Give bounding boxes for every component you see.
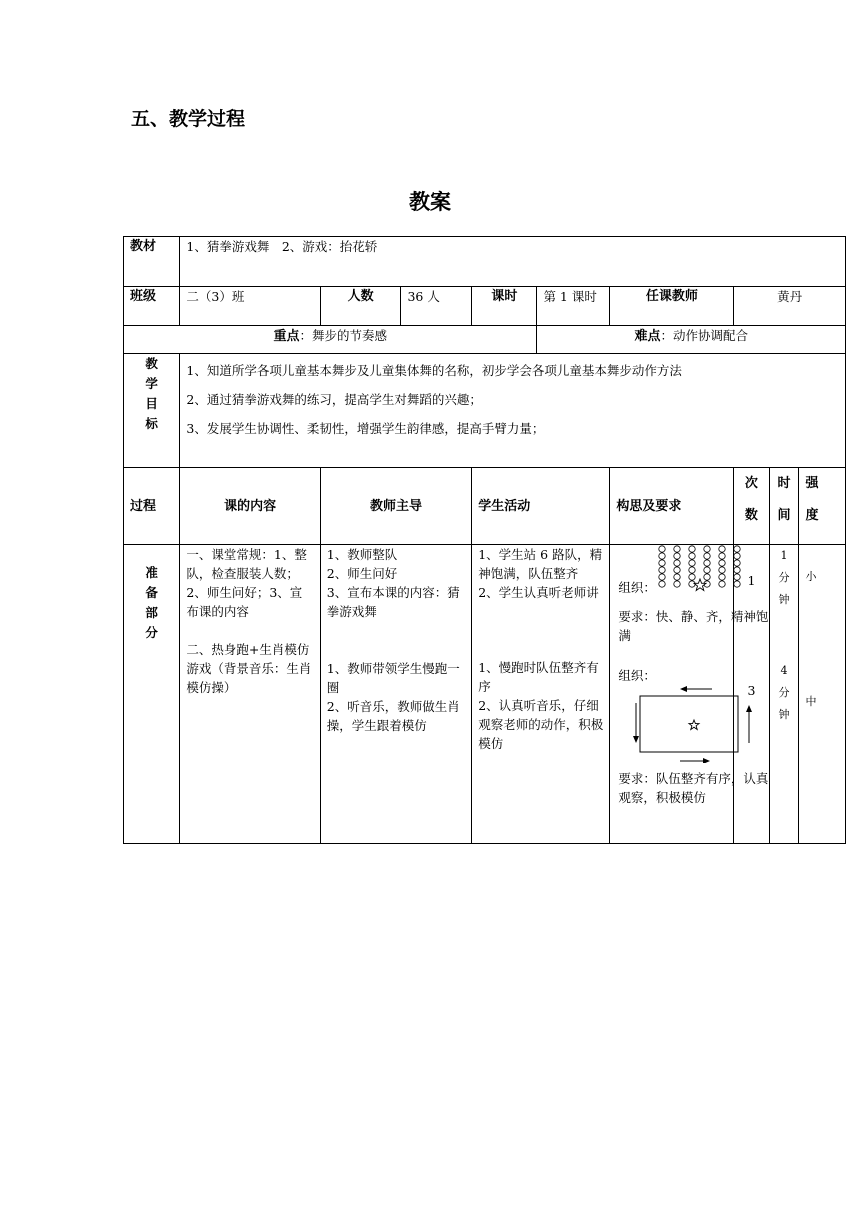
student-dot — [689, 567, 695, 573]
period-value: 第 1 课时 — [537, 287, 610, 326]
student-dot — [674, 567, 680, 573]
prep-design — [610, 545, 769, 844]
student-dot — [719, 567, 725, 573]
student-dot — [674, 546, 680, 552]
student-dot — [689, 553, 695, 559]
prep-intensity — [799, 545, 846, 844]
running-route-diagram — [630, 683, 760, 763]
prep-teacher-item: 1、教师整队 — [326, 547, 398, 562]
prep-student-item: 1、学生站 6 路队，精神饱满，队伍整齐 — [478, 547, 603, 581]
prep-label-char: 部 — [145, 605, 158, 620]
student-dot — [689, 546, 695, 552]
prep-intensity-value: 中 — [805, 695, 817, 708]
student-dot — [719, 560, 725, 566]
document-title: 教案 — [409, 190, 451, 214]
student-dot — [719, 574, 725, 580]
student-dot — [704, 553, 710, 559]
student-dot — [659, 560, 665, 566]
prep-student-item: 2、学生认真听老师讲 — [478, 585, 599, 600]
goals-label-char: 学 — [145, 376, 158, 391]
student-dot — [689, 560, 695, 566]
prep-label-char: 准 — [145, 565, 158, 580]
formation-diagram — [658, 545, 758, 591]
student-dot — [704, 546, 710, 552]
student-dot — [719, 546, 725, 552]
header-design: 构思及要求 — [610, 468, 734, 545]
prep-label-char: 备 — [145, 585, 158, 600]
header-time-char: 间 — [777, 508, 791, 523]
student-dot — [659, 574, 665, 580]
header-process: 过程 — [124, 468, 180, 545]
prep-times-value: 3 — [747, 683, 756, 698]
class-row — [124, 287, 846, 326]
difficulty-label: 难点 — [634, 329, 661, 344]
prep-teacher-item: 3、宣布本课的内容：猜拳游戏舞 — [326, 585, 460, 619]
goals-label-char: 目 — [145, 396, 158, 411]
period-label: 课时 — [472, 287, 537, 326]
header-content: 课的内容 — [180, 468, 320, 545]
prep-time-char: 钟 — [778, 708, 790, 721]
prep-student-item: 2、认真听音乐，仔细观察老师的动作，积极模仿 — [478, 698, 604, 751]
student-dot — [734, 581, 740, 587]
student-dot — [734, 560, 740, 566]
prep-label-char: 分 — [145, 625, 158, 640]
goals-label-char: 标 — [145, 416, 158, 431]
goals-content — [180, 354, 846, 468]
header-times — [734, 468, 769, 545]
org1-label: 组织： — [618, 580, 656, 595]
prep-content — [180, 545, 320, 844]
student-dot — [734, 546, 740, 552]
prep-label — [124, 545, 180, 844]
header-intensity-char: 度 — [805, 508, 819, 523]
difficulty-value: ：动作协调配合 — [660, 328, 748, 343]
student-dot — [659, 546, 665, 552]
prep-content-item: 二、热身跑+生肖模仿游戏（背景音乐：生肖模仿操） — [186, 642, 312, 695]
lesson-plan-table — [123, 236, 846, 844]
student-dot — [674, 553, 680, 559]
goals-row — [124, 354, 846, 468]
prep-time-char: 钟 — [778, 593, 790, 606]
student-dot — [734, 574, 740, 580]
prep-content-item: 一、课堂常规：1、整队，检查服装人数；2、师生问好；3、宣布课的内容 — [186, 547, 307, 619]
key-point-value: ：舞步的节奏感 — [299, 328, 387, 343]
prep-teacher-group — [327, 545, 465, 621]
req2-text: 要求：队伍整齐有序，认真观察，积极模仿 — [618, 771, 769, 805]
prep-time-char: 分 — [778, 686, 790, 699]
student-dot — [704, 567, 710, 573]
req1-text: 要求：快、静、齐，精神饱满 — [618, 609, 769, 643]
focus-row — [124, 326, 846, 354]
student-dot — [674, 581, 680, 587]
prep-teacher-group — [327, 659, 465, 735]
goal-item: 3、发展学生协调性、柔韧性，增强学生韵律感，提高手臂力量； — [186, 421, 545, 436]
prep-time-char: 分 — [778, 571, 790, 584]
student-dot — [659, 581, 665, 587]
student-dot — [704, 560, 710, 566]
header-time — [769, 468, 799, 545]
goals-label — [124, 354, 180, 468]
prep-teacher-item: 2、听音乐，教师做生肖操，学生跟着模仿 — [326, 699, 460, 733]
prep-teacher — [320, 545, 471, 844]
material-label: 教材 — [124, 237, 180, 287]
section-title: 五、教学过程 — [131, 108, 246, 130]
prep-student-group — [478, 658, 603, 753]
goals-label-char: 教 — [145, 356, 158, 371]
teacher-label: 任课教师 — [610, 287, 734, 326]
teacher-star-icon — [693, 578, 707, 592]
prep-row — [124, 545, 846, 844]
prep-intensity-value: 小 — [805, 570, 817, 583]
prep-time-char: 4 — [780, 664, 788, 677]
class-label: 班级 — [124, 287, 180, 326]
student-dot — [734, 553, 740, 559]
header-student: 学生活动 — [472, 468, 610, 545]
student-dot — [719, 581, 725, 587]
prep-time-group — [770, 660, 799, 726]
prep-time-group — [770, 545, 799, 611]
student-dot — [719, 553, 725, 559]
teacher-value: 黄丹 — [734, 287, 846, 326]
prep-student-group — [478, 545, 603, 602]
goal-item: 1、知道所学各项儿童基本舞步及儿童集体舞的名称，初步学会各项儿童基本舞步动作方法 — [186, 363, 682, 378]
student-dot — [659, 553, 665, 559]
header-teacher: 教师主导 — [320, 468, 471, 545]
student-dot — [734, 567, 740, 573]
prep-time-char: 1 — [780, 549, 788, 562]
goal-item: 2、通过猜拳游戏舞的练习，提高学生对舞蹈的兴趣； — [186, 392, 482, 407]
student-dot — [674, 574, 680, 580]
key-point-cell — [124, 326, 537, 354]
column-header-row — [124, 468, 846, 545]
prep-teacher-item: 1、教师带领学生慢跑一圈 — [326, 661, 460, 695]
difficulty-cell — [537, 326, 846, 354]
material-row — [124, 237, 846, 287]
student-dot — [674, 560, 680, 566]
header-times-char: 次 — [744, 476, 758, 491]
student-dot — [659, 567, 665, 573]
header-intensity — [799, 468, 846, 545]
class-value: 二（3）班 — [180, 287, 320, 326]
header-intensity-char: 强 — [805, 476, 819, 491]
count-value: 36 人 — [401, 287, 472, 326]
prep-student-item: 1、慢跑时队伍整齐有序 — [478, 660, 599, 694]
key-point-label: 重点 — [273, 329, 300, 344]
header-time-char: 时 — [777, 476, 791, 491]
prep-student — [472, 545, 610, 844]
count-label: 人数 — [320, 287, 401, 326]
header-times-char: 数 — [744, 508, 758, 523]
prep-times-value: 1 — [747, 573, 756, 588]
prep-teacher-item: 2、师生问好 — [326, 566, 398, 581]
org2-label: 组织： — [618, 668, 656, 683]
material-value: 1、猜拳游戏舞 2、游戏：抬花轿 — [180, 237, 846, 287]
